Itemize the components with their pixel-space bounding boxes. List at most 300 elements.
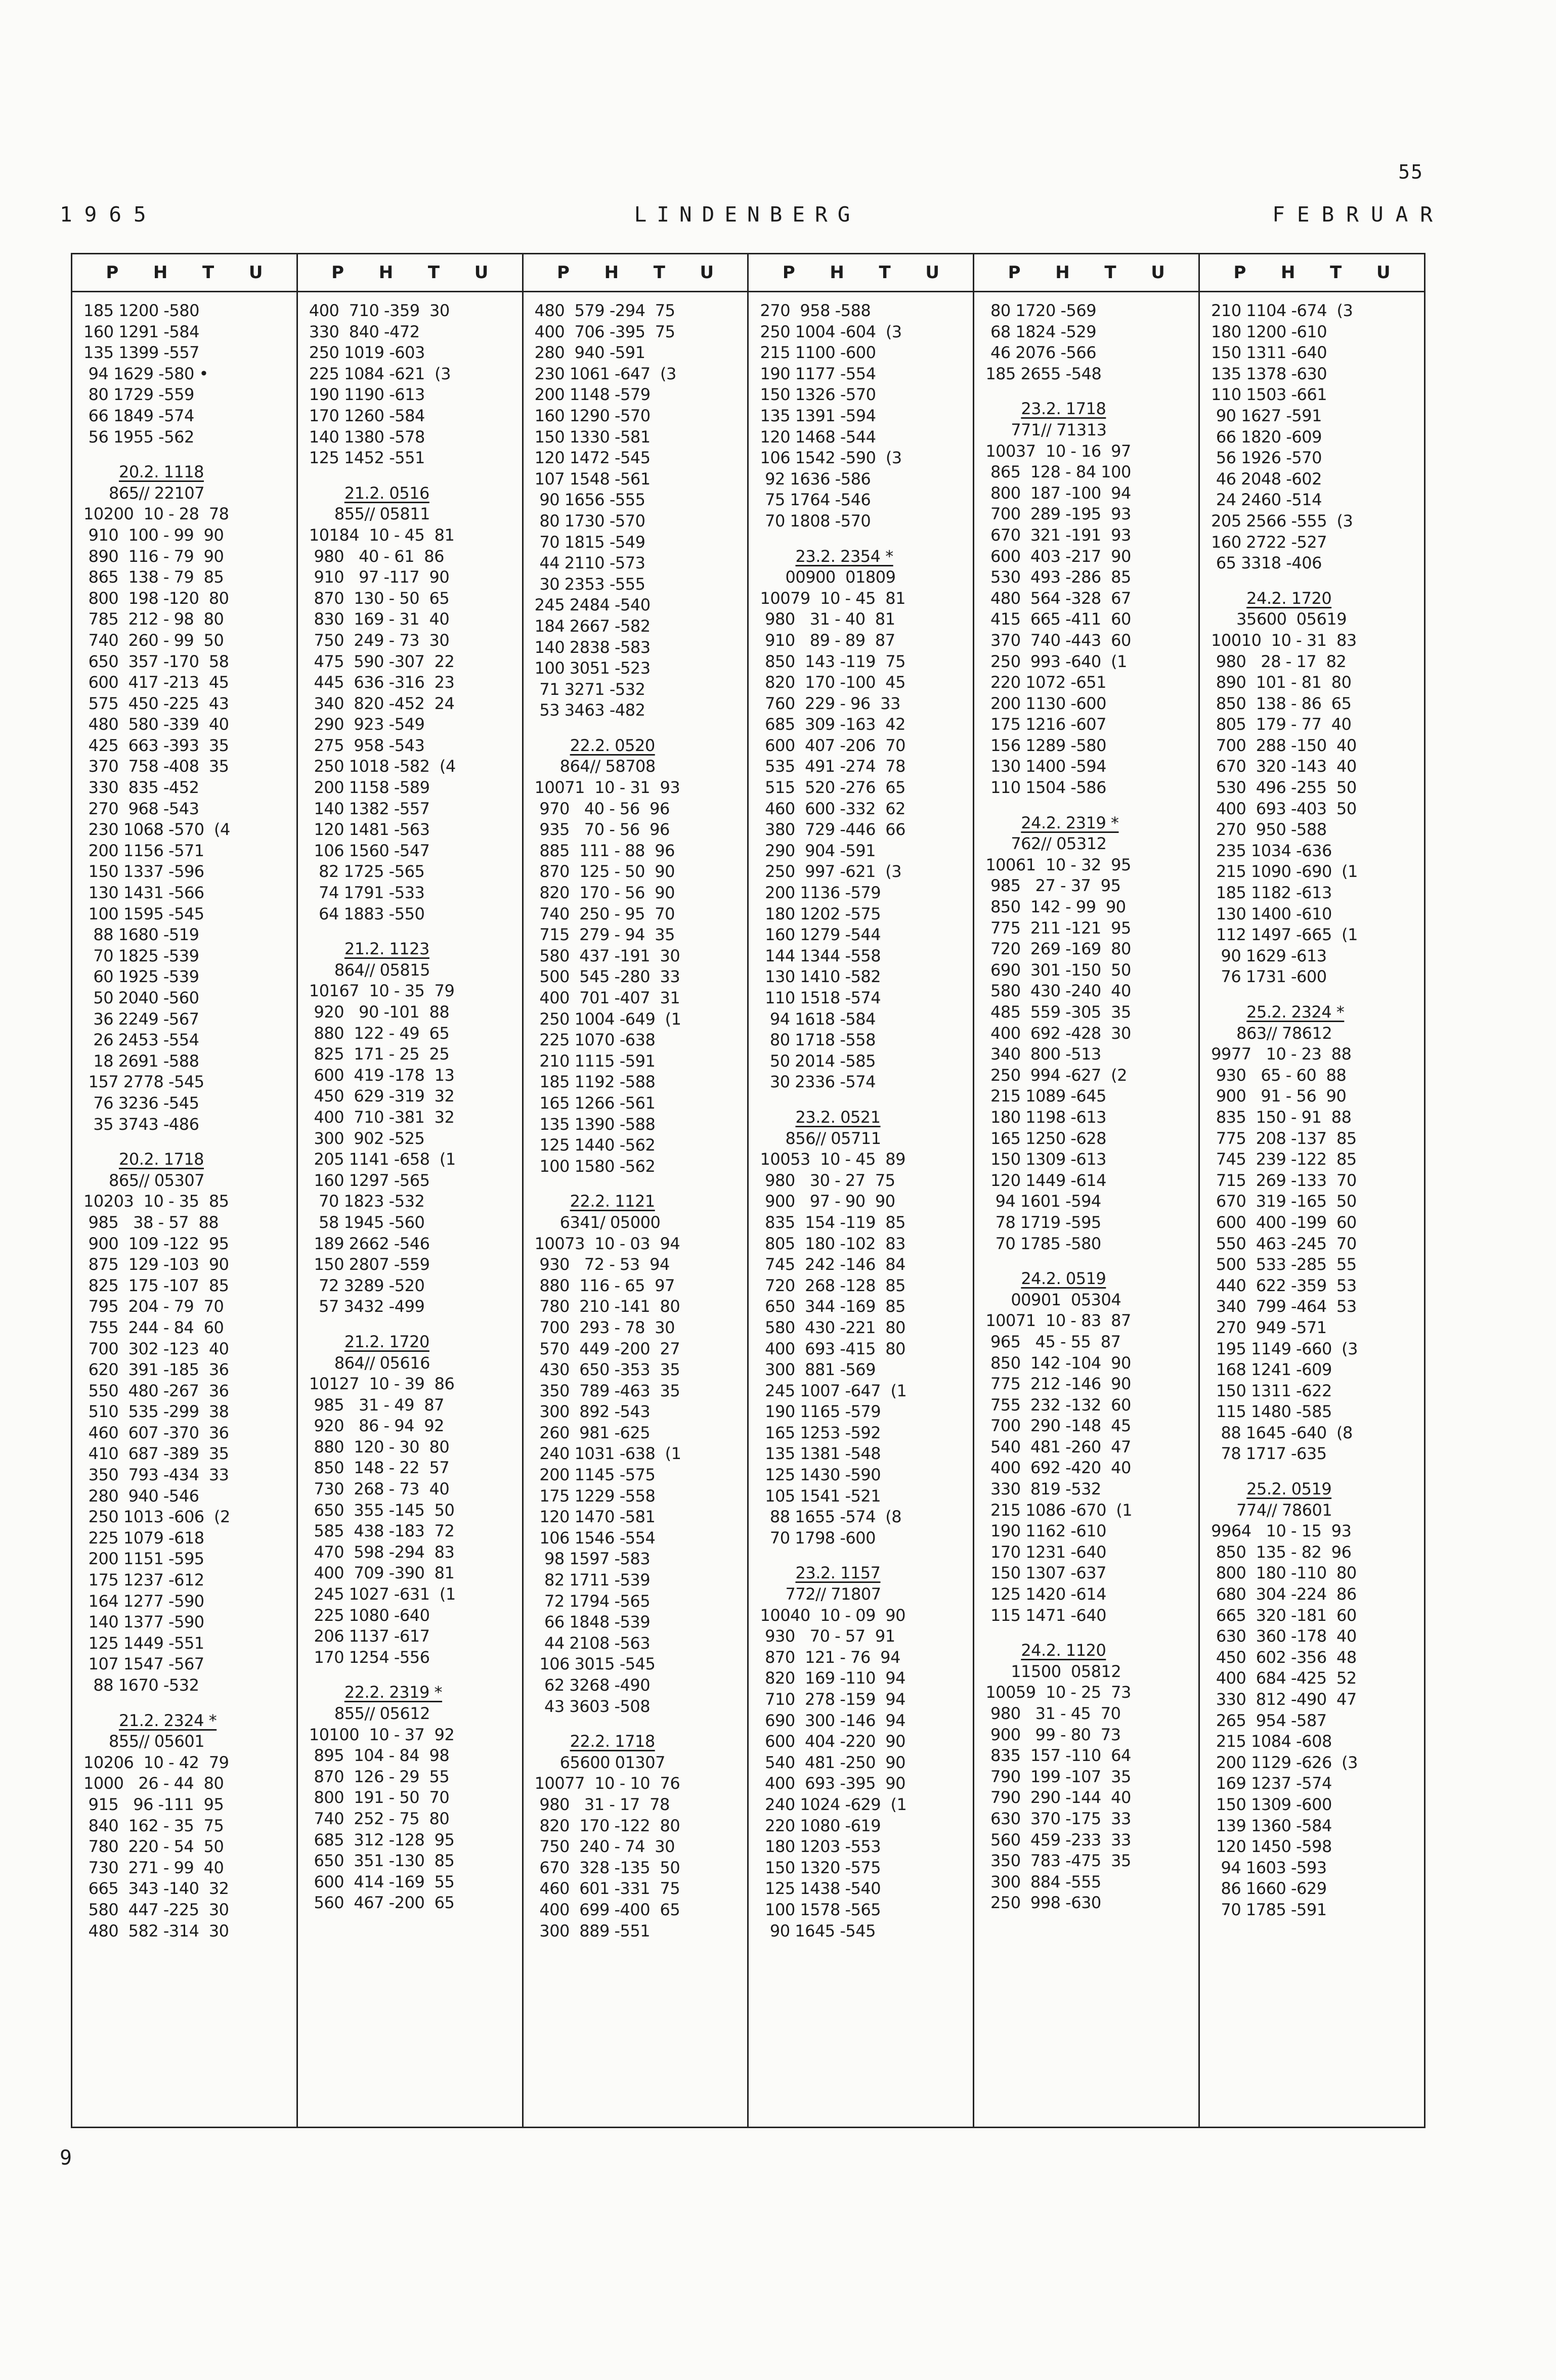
data-row: 885 111 - 88 96	[534, 841, 675, 860]
data-row: 70 1785 -580	[985, 1233, 1101, 1253]
sounding-date-heading: 21.2. 2324 *	[119, 1710, 217, 1730]
data-row: 70 1808 -570	[760, 511, 871, 531]
data-row: 80 1729 -559	[83, 385, 194, 405]
data-row: 880 122 - 49 65	[309, 1023, 450, 1043]
page-number: 55	[1398, 161, 1423, 183]
data-row: 150 1330 -581	[534, 427, 651, 447]
column-header-label: U	[1151, 262, 1165, 283]
data-row: 620 391 -185 36	[83, 1360, 229, 1380]
data-row: 890 116 - 79 90	[83, 546, 224, 566]
data-row: 58 1945 -560	[309, 1212, 425, 1232]
data-row: 10206 10 - 42 79	[83, 1752, 229, 1772]
data-row: 150 1307 -637	[985, 1563, 1106, 1583]
data-row: 250 997 -621 (3	[760, 862, 902, 882]
data-row: 665 343 -140 32	[83, 1879, 229, 1899]
data-row: 10077 10 - 10 76	[534, 1774, 680, 1793]
data-row: 700 289 -195 93	[985, 504, 1131, 524]
table-column	[1200, 254, 1424, 2127]
data-row: 835 150 - 91 88	[1211, 1107, 1352, 1127]
data-row: 580 437 -191 30	[534, 946, 680, 965]
data-row: 140 2838 -583	[534, 637, 651, 657]
section-gap	[985, 384, 1198, 399]
data-row: 480 580 -339 40	[83, 715, 229, 734]
sounding-station-code: 00901 05304	[1011, 1290, 1121, 1309]
data-row: 135 1378 -630	[1211, 364, 1327, 383]
sounding-date-heading: 23.2. 2354 *	[795, 546, 893, 566]
data-row: 156 1289 -580	[985, 735, 1106, 755]
data-row: 745 239 -122 85	[1211, 1150, 1357, 1169]
data-row: 550 463 -245 70	[1211, 1233, 1357, 1253]
data-row: 570 449 -200 27	[534, 1339, 680, 1358]
data-row: 184 2667 -582	[534, 616, 651, 636]
data-row: 120 1468 -544	[760, 427, 876, 447]
sounding-date-heading: 21.2. 1720	[344, 1332, 429, 1351]
data-row: 225 1079 -618	[83, 1528, 204, 1548]
data-row: 980 28 - 17 82	[1211, 651, 1347, 671]
data-row: 290 904 -591	[760, 841, 876, 860]
data-row: 125 1440 -562	[534, 1135, 656, 1155]
data-row: 785 212 - 98 80	[83, 609, 224, 629]
data-row: 745 242 -146 84	[760, 1255, 906, 1274]
data-row: 125 1449 -551	[83, 1633, 204, 1653]
data-row: 160 1279 -544	[760, 925, 881, 945]
data-row: 70 1785 -591	[1211, 1900, 1327, 1919]
section-gap	[760, 532, 973, 546]
data-row: 130 1400 -610	[1211, 904, 1332, 923]
data-row: 300 881 -569	[760, 1360, 876, 1380]
data-row: 130 1410 -582	[760, 967, 881, 987]
section-gap	[760, 1549, 973, 1563]
data-row: 157 2778 -545	[83, 1072, 204, 1092]
data-row: 330 812 -490 47	[1211, 1690, 1357, 1709]
sheet-mark: 9	[60, 2146, 72, 2170]
data-row: 380 729 -446 66	[760, 820, 906, 840]
data-row: 980 31 - 40 81	[760, 609, 895, 629]
data-row: 430 650 -353 35	[534, 1360, 680, 1380]
sounding-station-code: 6341/ 05000	[559, 1212, 661, 1232]
data-row: 10200 10 - 28 78	[83, 504, 229, 524]
data-row: 245 1027 -631 (1	[309, 1584, 456, 1604]
data-row: 120 1450 -598	[1211, 1837, 1332, 1857]
data-row: 200 1151 -595	[83, 1549, 204, 1569]
column-header-label: T	[427, 262, 440, 283]
column-header-label: U	[925, 262, 939, 283]
data-row: 755 232 -132 60	[985, 1395, 1131, 1415]
data-row: 900 109 -122 95	[83, 1233, 229, 1253]
data-row: 100 1595 -545	[83, 904, 204, 923]
data-row: 650 357 -170 58	[83, 651, 229, 671]
data-row: 650 344 -169 85	[760, 1297, 906, 1316]
data-row: 30 2336 -574	[760, 1072, 876, 1092]
sounding-station-code: 774// 78601	[1236, 1500, 1332, 1520]
data-row: 75 1764 -546	[760, 490, 871, 510]
data-row: 165 1266 -561	[534, 1093, 656, 1113]
data-row: 980 30 - 27 75	[760, 1170, 895, 1190]
header-month: FEBRUAR	[1272, 202, 1445, 227]
data-row: 44 2110 -573	[534, 553, 645, 573]
data-row: 195 1149 -660 (3	[1211, 1339, 1358, 1358]
data-row: 139 1360 -584	[1211, 1816, 1332, 1835]
data-row: 150 1311 -640	[1211, 343, 1327, 363]
data-row: 980 31 - 45 70	[985, 1704, 1121, 1723]
data-row: 870 126 - 29 55	[309, 1767, 450, 1786]
data-row: 350 789 -463 35	[534, 1381, 680, 1400]
data-row: 43 3603 -508	[534, 1696, 651, 1716]
column-header	[72, 254, 296, 292]
data-row: 10040 10 - 09 90	[760, 1605, 906, 1625]
data-row: 910 100 - 99 90	[83, 525, 224, 545]
data-row: 72 3289 -520	[309, 1275, 425, 1295]
data-row: 56 1926 -570	[1211, 448, 1322, 468]
data-row: 900 91 - 56 90	[1211, 1086, 1347, 1106]
section-gap	[1211, 574, 1424, 588]
column-header	[524, 254, 748, 292]
data-row: 450 602 -356 48	[1211, 1647, 1357, 1667]
data-row: 70 1815 -549	[534, 532, 645, 552]
table-column	[524, 254, 749, 2127]
data-row: 400 710 -359 30	[309, 301, 450, 320]
data-row: 510 535 -299 38	[83, 1402, 229, 1422]
data-row: 650 351 -130 85	[309, 1851, 455, 1871]
data-row: 205 2566 -555 (3	[1211, 511, 1353, 531]
data-row: 240 1024 -629 (1	[760, 1794, 907, 1814]
data-row: 10071 10 - 31 93	[534, 778, 680, 798]
section-gap	[535, 1717, 748, 1731]
data-row: 330 835 -452	[83, 778, 199, 798]
data-row: 215 1100 -600	[760, 343, 876, 363]
data-row: 895 104 - 84 98	[309, 1746, 450, 1766]
data-row: 74 1791 -533	[309, 883, 425, 903]
sounding-station-code: 855// 05811	[334, 504, 430, 524]
table-column	[298, 254, 524, 2127]
column-header-label: P	[1233, 262, 1246, 283]
data-row: 76 3236 -545	[83, 1093, 199, 1113]
data-row: 185 1192 -588	[534, 1072, 656, 1092]
data-row: 180 1203 -553	[760, 1837, 881, 1857]
data-row: 107 1547 -567	[83, 1654, 204, 1674]
data-row: 800 198 -120 80	[83, 588, 229, 608]
data-row: 90 1627 -591	[1211, 406, 1322, 425]
data-row: 125 1438 -540	[760, 1879, 881, 1899]
data-row: 540 481 -260 47	[985, 1437, 1131, 1457]
data-row: 670 320 -143 40	[1211, 757, 1357, 776]
data-row: 485 559 -305 35	[985, 1002, 1131, 1022]
data-row: 690 301 -150 50	[985, 960, 1131, 980]
data-row: 180 1200 -610	[1211, 322, 1327, 341]
data-row: 250 993 -640 (1	[985, 651, 1127, 671]
section-gap	[309, 469, 522, 483]
data-row: 86 1660 -629	[1211, 1879, 1327, 1899]
data-row: 865 138 - 79 85	[83, 567, 224, 587]
column-header-label: P	[782, 262, 795, 283]
data-row: 88 1645 -640 (8	[1211, 1423, 1353, 1442]
section-gap	[309, 1317, 522, 1332]
data-row: 245 1007 -647 (1	[760, 1381, 907, 1400]
sounding-station-code: 864// 58708	[559, 757, 656, 776]
data-row: 150 1320 -575	[760, 1858, 881, 1877]
data-row: 64 1883 -550	[309, 904, 425, 923]
data-row: 700 302 -123 40	[83, 1339, 229, 1358]
data-row: 400 706 -395 75	[534, 322, 675, 341]
data-row: 460 600 -332 62	[760, 799, 906, 818]
data-row: 245 2484 -540	[534, 595, 651, 615]
data-row: 270 950 -588	[1211, 820, 1327, 840]
data-row: 400 693 -415 80	[760, 1339, 906, 1358]
data-row: 215 1090 -690 (1	[1211, 862, 1358, 882]
sounding-date-heading: 22.2. 1718	[570, 1732, 655, 1751]
data-row: 740 260 - 99 50	[83, 630, 224, 650]
data-row: 66 1848 -539	[534, 1612, 651, 1632]
sounding-station-code: 855// 05612	[334, 1704, 430, 1723]
data-row: 90 1629 -613	[1211, 946, 1327, 965]
data-row: 400 701 -407 31	[534, 988, 680, 1007]
data-row: 750 240 - 74 30	[534, 1837, 675, 1857]
data-row: 150 1337 -596	[83, 862, 204, 882]
data-row: 10167 10 - 35 79	[309, 981, 455, 1001]
data-row: 130 1431 -566	[83, 883, 204, 903]
data-row: 70 1798 -600	[760, 1528, 876, 1548]
data-row: 115 1480 -585	[1211, 1402, 1332, 1422]
data-row: 220 1072 -651	[985, 673, 1106, 692]
data-row: 880 120 - 30 80	[309, 1437, 450, 1457]
data-row: 250 1019 -603	[309, 343, 425, 363]
data-row: 250 1018 -582 (4	[309, 757, 456, 776]
data-row: 94 1603 -593	[1211, 1858, 1327, 1877]
data-row: 730 271 - 99 40	[83, 1858, 224, 1877]
data-row: 340 800 -513	[985, 1044, 1101, 1064]
data-row: 580 430 -221 80	[760, 1317, 906, 1337]
data-row: 53 3463 -482	[534, 700, 645, 720]
data-row: 800 191 - 50 70	[309, 1788, 450, 1808]
data-row: 112 1497 -665 (1	[1211, 925, 1358, 945]
data-row: 180 1202 -575	[760, 904, 881, 923]
data-row: 80 1720 -569	[985, 301, 1097, 320]
data-row: 120 1470 -581	[534, 1507, 656, 1527]
data-row: 475 590 -307 22	[309, 651, 455, 671]
data-row: 190 1165 -579	[760, 1402, 881, 1422]
data-row: 200 1148 -579	[534, 385, 651, 405]
header-station-name: LINDENBERG	[634, 202, 860, 227]
data-row: 106 3015 -545	[534, 1654, 656, 1674]
data-row: 265 954 -587	[1211, 1710, 1327, 1730]
data-row: 210 1104 -674 (3	[1211, 301, 1353, 320]
data-row: 920 90 -101 88	[309, 1002, 450, 1022]
table-column	[72, 254, 298, 2127]
data-row: 980 31 - 17 78	[534, 1794, 670, 1814]
data-row: 270 958 -588	[760, 301, 871, 320]
sounding-station-code: 855// 05601	[109, 1732, 205, 1751]
sounding-station-code: 856// 05711	[785, 1128, 881, 1148]
section-gap	[985, 799, 1198, 813]
data-row: 78 1719 -595	[985, 1212, 1101, 1232]
data-row: 120 1472 -545	[534, 448, 651, 468]
data-row: 290 923 -549	[309, 715, 425, 734]
data-row: 168 1241 -609	[1211, 1360, 1332, 1380]
data-row: 340 799 -464 53	[1211, 1297, 1357, 1316]
data-row: 445 636 -316 23	[309, 673, 455, 692]
data-row: 805 179 - 77 40	[1211, 715, 1352, 734]
data-row: 790 290 -144 40	[985, 1788, 1131, 1808]
data-row: 175 1237 -612	[83, 1570, 204, 1590]
data-row: 250 998 -630	[985, 1893, 1101, 1913]
data-row: 700 290 -148 45	[985, 1416, 1131, 1436]
data-row: 915 96 -111 95	[83, 1794, 224, 1814]
column-header-label: P	[1008, 262, 1021, 283]
data-row: 530 496 -255 50	[1211, 778, 1357, 798]
column-header-label: H	[378, 262, 394, 283]
data-row: 10061 10 - 32 95	[985, 855, 1131, 874]
data-row: 65 3318 -406	[1211, 553, 1322, 573]
data-row: 330 840 -472	[309, 322, 420, 341]
data-row: 205 1141 -658 (1	[309, 1150, 456, 1169]
data-row: 150 1326 -570	[760, 385, 876, 405]
data-row: 9977 10 - 23 88	[1211, 1044, 1352, 1064]
data-row: 62 3268 -490	[534, 1676, 651, 1695]
data-row: 110 1503 -661	[1211, 385, 1327, 405]
data-row: 600 403 -217 90	[985, 546, 1131, 566]
data-row: 88 1655 -574 (8	[760, 1507, 902, 1527]
data-row: 135 1390 -588	[534, 1114, 656, 1134]
data-row: 720 269 -169 80	[985, 939, 1131, 959]
data-row: 370 758 -408 35	[83, 757, 229, 776]
data-row: 805 180 -102 83	[760, 1233, 906, 1253]
data-row: 72 1794 -565	[534, 1591, 651, 1611]
column-header-label: H	[604, 262, 619, 283]
data-row: 775 211 -121 95	[985, 918, 1131, 938]
data-row: 400 693 -395 90	[760, 1774, 906, 1793]
sounding-date-heading: 22.2. 1121	[570, 1192, 655, 1211]
data-row: 850 142 -104 90	[985, 1353, 1131, 1373]
data-row: 70 1825 -539	[83, 946, 199, 965]
data-row: 107 1548 -561	[534, 469, 651, 489]
data-row: 44 2108 -563	[534, 1633, 651, 1653]
data-row: 106 1546 -554	[534, 1528, 656, 1548]
data-row: 30 2353 -555	[534, 574, 645, 594]
data-row: 820 169 -110 94	[760, 1668, 906, 1688]
column-header-label: U	[700, 262, 714, 283]
data-row: 560 467 -200 65	[309, 1893, 455, 1913]
data-row: 100 1578 -565	[760, 1900, 881, 1919]
data-row: 66 1820 -609	[1211, 427, 1322, 447]
sounding-date-heading: 20.2. 1118	[119, 462, 204, 482]
data-row: 225 1070 -638	[534, 1030, 656, 1050]
data-row: 340 820 -452 24	[309, 693, 455, 713]
data-row: 150 1309 -600	[1211, 1794, 1332, 1814]
data-row: 825 175 -107 85	[83, 1275, 229, 1295]
data-row: 185 2655 -548	[985, 364, 1102, 383]
data-row: 10079 10 - 45 81	[760, 588, 906, 608]
section-gap	[985, 1254, 1198, 1268]
data-row: 740 250 - 95 70	[534, 904, 675, 923]
sounding-date-heading: 20.2. 1718	[119, 1150, 204, 1169]
data-row: 206 1137 -617	[309, 1626, 430, 1646]
section-gap	[985, 1626, 1198, 1640]
column-body	[72, 292, 296, 1942]
data-row: 135 1381 -548	[760, 1444, 881, 1464]
column-header	[974, 254, 1198, 292]
sounding-date-heading: 24.2. 0519	[1021, 1269, 1106, 1289]
data-row: 82 1725 -565	[309, 862, 425, 882]
data-row: 580 447 -225 30	[83, 1900, 229, 1919]
data-row: 400 692 -428 30	[985, 1023, 1131, 1043]
sounding-station-code: 35600 05619	[1236, 609, 1347, 629]
data-row: 560 459 -233 33	[985, 1830, 1131, 1849]
data-row: 110 1504 -586	[985, 778, 1106, 798]
column-header	[1200, 254, 1424, 292]
data-row: 160 1291 -584	[83, 322, 199, 341]
data-row: 200 1136 -579	[760, 883, 881, 903]
data-row: 250 1013 -606 (2	[83, 1507, 230, 1527]
data-row: 80 1718 -558	[760, 1030, 876, 1050]
data-row: 985 27 - 37 95	[985, 876, 1121, 896]
sounding-date-heading: 21.2. 1123	[344, 939, 429, 959]
data-row: 935 70 - 56 96	[534, 820, 670, 840]
data-row: 670 328 -135 50	[534, 1858, 680, 1877]
data-row: 115 1471 -640	[985, 1605, 1106, 1625]
data-row: 70 1823 -532	[309, 1192, 425, 1211]
data-row: 550 480 -267 36	[83, 1381, 229, 1400]
data-row: 220 1080 -619	[760, 1816, 881, 1835]
data-row: 715 269 -133 70	[1211, 1170, 1357, 1190]
data-row: 410 687 -389 35	[83, 1444, 229, 1464]
sounding-station-code: 762// 05312	[1011, 834, 1107, 854]
data-row: 175 1229 -558	[534, 1486, 656, 1506]
data-row: 88 1680 -519	[83, 925, 199, 945]
data-row: 460 607 -370 36	[83, 1423, 229, 1442]
data-row: 500 545 -280 33	[534, 967, 680, 987]
column-header-label: T	[1104, 262, 1116, 283]
data-row: 300 889 -551	[534, 1921, 651, 1941]
data-row: 190 1190 -613	[309, 385, 425, 405]
data-row: 280 940 -546	[83, 1486, 199, 1506]
data-row: 160 1290 -570	[534, 406, 651, 425]
data-row: 60 1925 -539	[83, 967, 199, 987]
data-row: 880 116 - 65 97	[534, 1275, 675, 1295]
data-row: 71 3271 -532	[534, 679, 645, 699]
data-row: 670 321 -191 93	[985, 525, 1131, 545]
data-row: 665 320 -181 60	[1211, 1605, 1357, 1625]
data-row: 930 72 - 53 94	[534, 1255, 670, 1274]
data-row: 185 1200 -580	[83, 301, 199, 320]
data-row: 150 1311 -622	[1211, 1381, 1332, 1400]
data-row: 190 1162 -610	[985, 1521, 1106, 1541]
section-gap	[83, 1696, 296, 1710]
data-row: 270 968 -543	[83, 799, 199, 818]
data-row: 106 1560 -547	[309, 841, 430, 860]
data-row: 585 438 -183 72	[309, 1521, 455, 1541]
data-row: 9964 10 - 15 93	[1211, 1521, 1352, 1541]
data-row: 144 1344 -558	[760, 946, 881, 965]
data-row: 350 783 -475 35	[985, 1851, 1131, 1871]
data-row: 760 229 - 96 33	[760, 693, 900, 713]
data-row: 275 958 -543	[309, 735, 425, 755]
column-header-label: P	[331, 262, 344, 283]
data-row: 300 892 -543	[534, 1402, 651, 1422]
data-row: 600 400 -199 60	[1211, 1212, 1357, 1232]
data-row: 480 564 -328 67	[985, 588, 1131, 608]
data-row: 26 2453 -554	[83, 1030, 199, 1050]
data-row: 835 154 -119 85	[760, 1212, 906, 1232]
sounding-date-heading: 22.2. 0520	[570, 735, 655, 755]
column-header-label: T	[1330, 262, 1342, 283]
data-row: 125 1452 -551	[309, 448, 425, 468]
data-row: 250 1004 -649 (1	[534, 1009, 681, 1029]
data-row: 105 1541 -521	[760, 1486, 881, 1506]
column-header-label: T	[202, 262, 214, 283]
data-row: 225 1084 -621 (3	[309, 364, 451, 383]
data-row: 250 1004 -604 (3	[760, 322, 902, 341]
section-gap	[760, 1093, 973, 1107]
